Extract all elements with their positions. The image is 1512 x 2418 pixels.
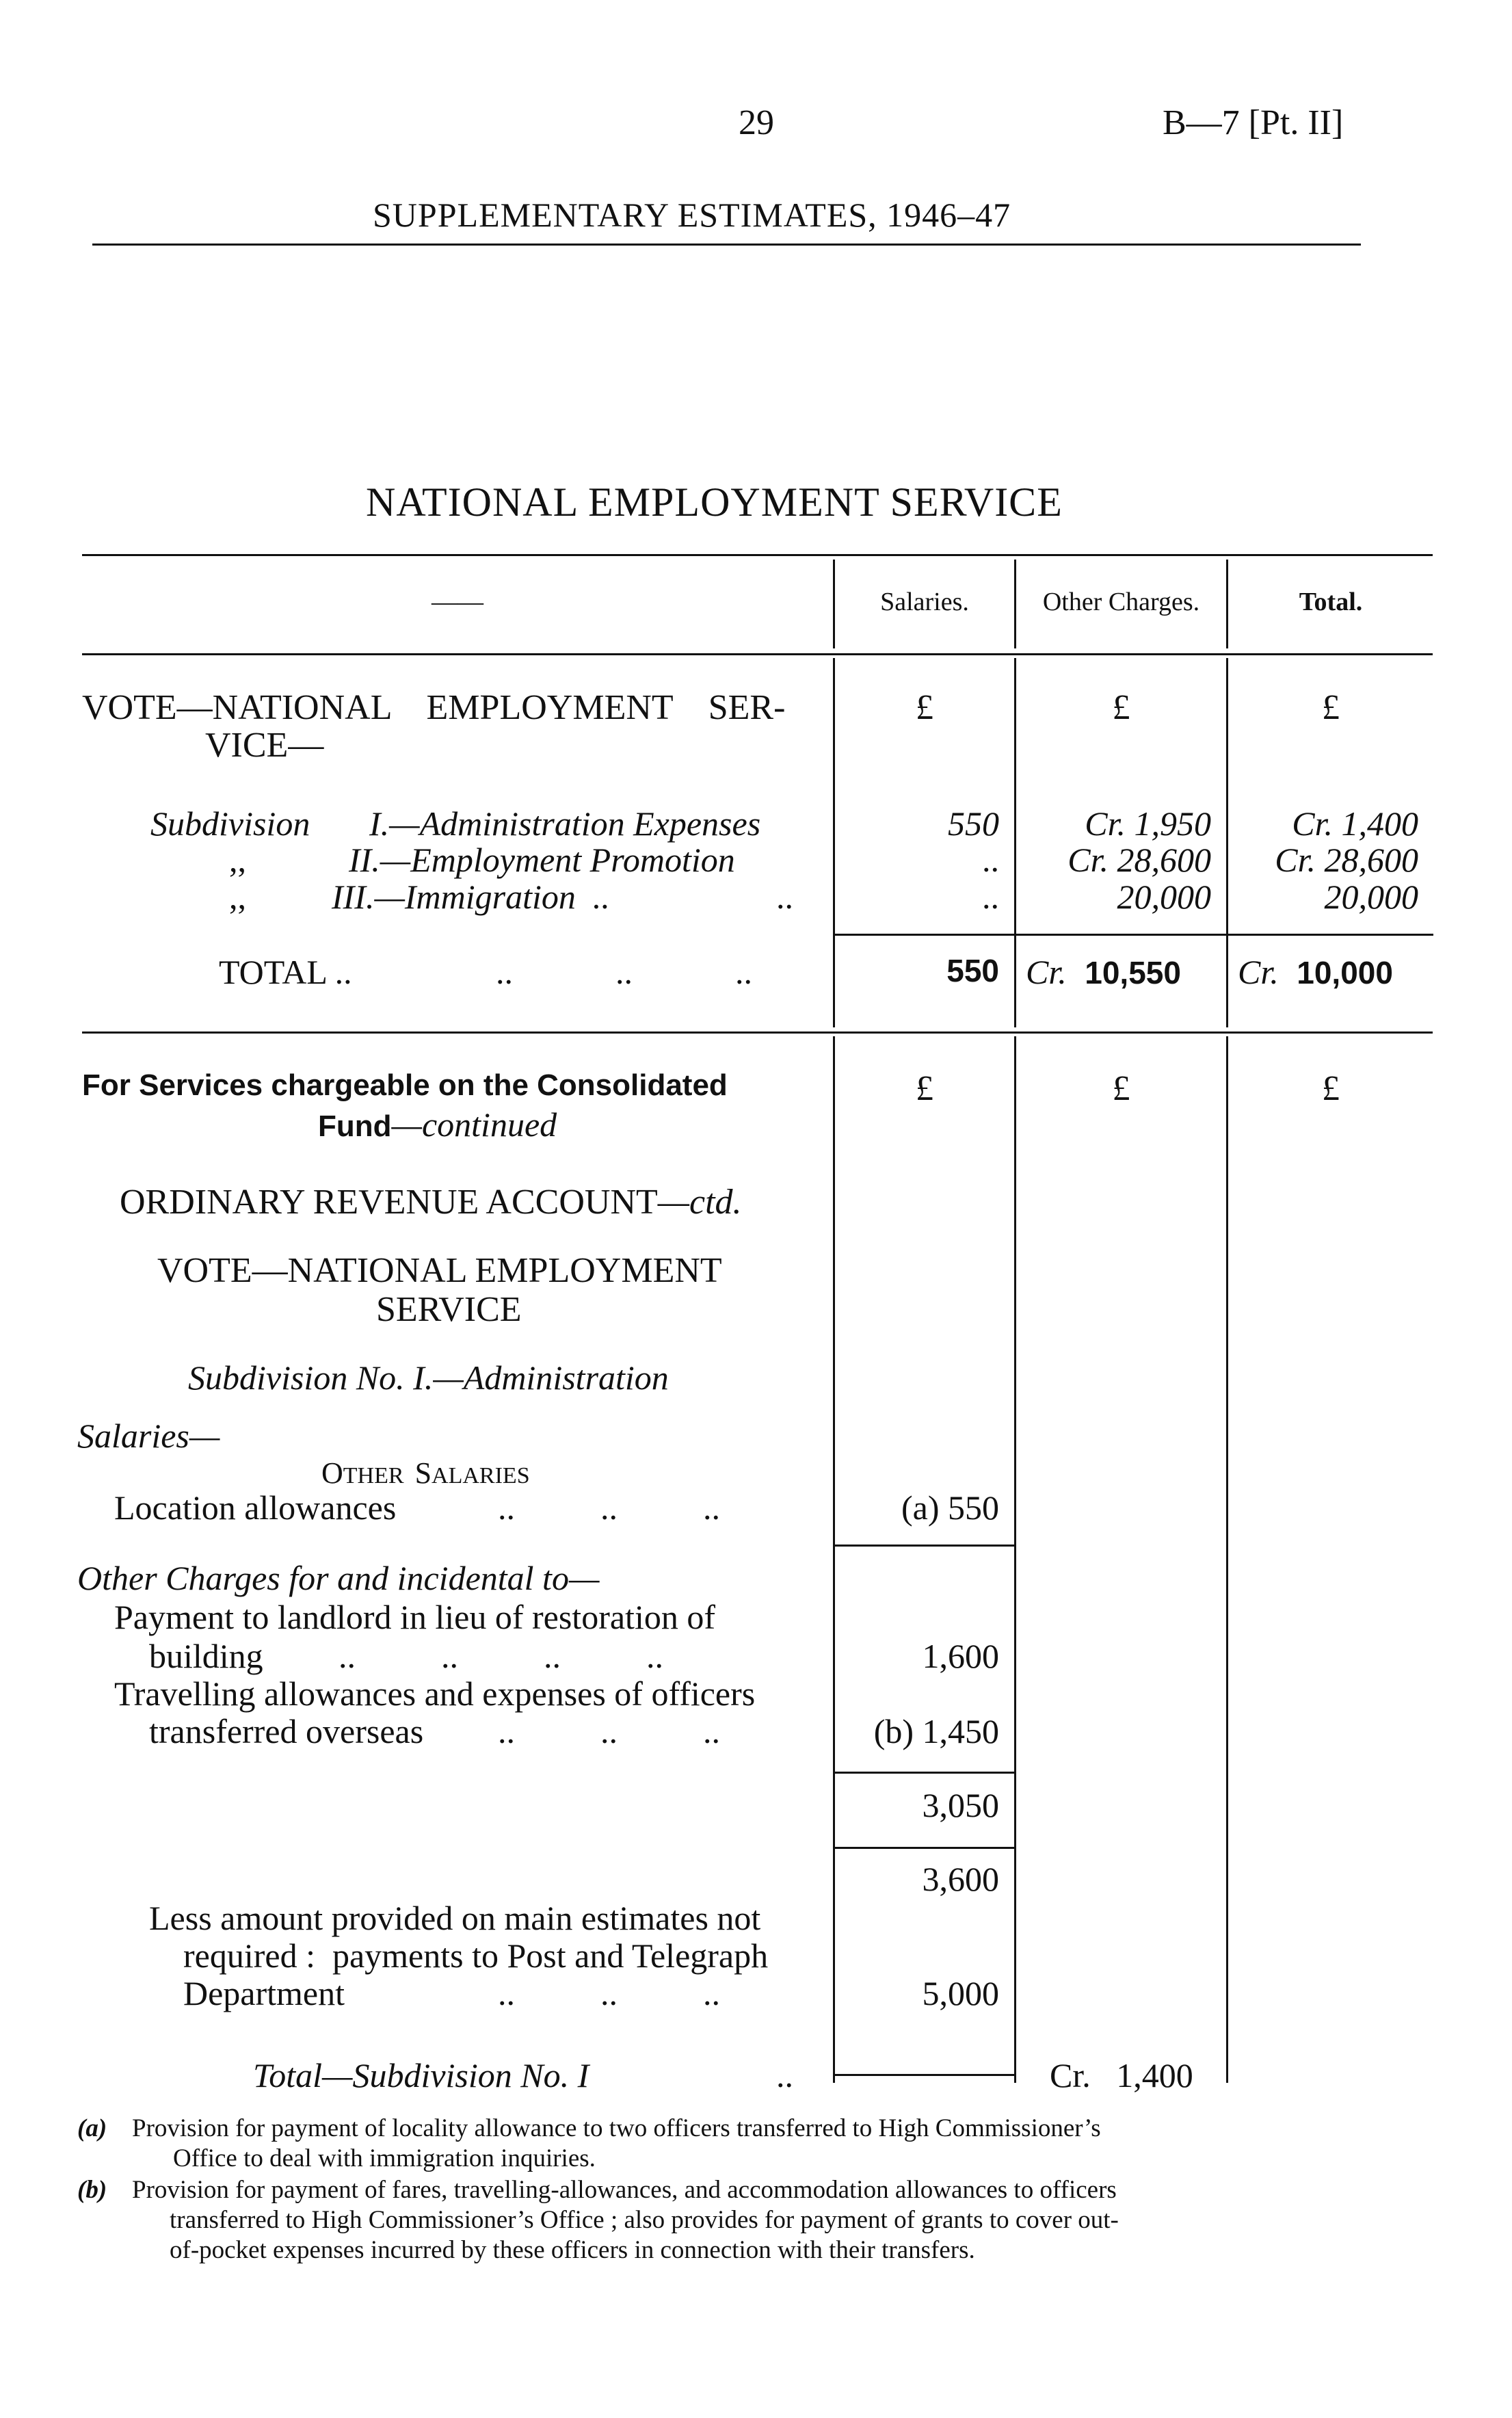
subtotal-value: 3,050 bbox=[922, 1786, 999, 1824]
column-header-salaries: Salaries. bbox=[880, 588, 969, 616]
section-title: NATIONAL EMPLOYMENT SERVICE bbox=[366, 479, 1063, 525]
detail-vote-heading: VOTE—NATIONAL EMPLOYMENT bbox=[157, 1251, 722, 1290]
leader-dots: .. .. .. bbox=[498, 1974, 720, 2012]
currency-symbol: £ bbox=[1322, 688, 1340, 727]
leader-dots: .. bbox=[776, 878, 793, 916]
column-header-description: —— bbox=[432, 588, 483, 616]
subdivision-heading: Subdivision No. I.—Administration bbox=[188, 1358, 669, 1397]
detail-heading-continued: —continued bbox=[391, 1105, 557, 1144]
subdivision-label: II.—Employment Promotion bbox=[349, 841, 735, 879]
ditto-mark: ,, bbox=[229, 841, 246, 879]
detail-vote-heading-continued: SERVICE bbox=[376, 1290, 522, 1329]
total-label: TOTAL .. bbox=[219, 953, 352, 991]
landlord-payment-value: 1,600 bbox=[922, 1637, 999, 1675]
total-value: 20,000 bbox=[1324, 878, 1418, 916]
column-divider bbox=[833, 1036, 835, 2083]
credit-prefix: Cr. bbox=[1238, 953, 1279, 991]
salaries-value: 550 bbox=[948, 804, 999, 843]
less-amount-label-continued: Department bbox=[183, 1974, 345, 2012]
column-divider bbox=[1226, 1036, 1228, 2083]
ditto-mark: ,, bbox=[229, 878, 246, 916]
less-amount-label-continued: required : payments to Post and Telegraph bbox=[183, 1936, 769, 1975]
total-salaries: 550 bbox=[946, 953, 999, 988]
currency-symbol: £ bbox=[1112, 688, 1130, 727]
total-rule bbox=[835, 2074, 1014, 2076]
subtotal-rule bbox=[835, 1545, 1014, 1547]
leader-dots: .. .. .. bbox=[498, 1712, 720, 1750]
header-rule bbox=[92, 244, 1361, 246]
footnote-a: (a) Provision for payment of locality allowance to two officers transferred to High Commissioner’s Office to deal with immigration inquiries. bbox=[77, 2114, 1101, 2172]
travelling-allowances-value: (b) 1,450 bbox=[873, 1712, 999, 1750]
column-divider bbox=[1014, 1036, 1016, 2083]
footnote-b: (b) Provision for payment of fares, travelling-allowances, and accommodation allowances to officers transferred to High Commissioner’s Office ; also provides for payment of grants to cover out- of-pocket expenses incurred by these officers in connection with their transfers. bbox=[77, 2176, 1119, 2264]
currency-symbol: £ bbox=[916, 688, 933, 727]
salaries-value: .. bbox=[982, 878, 999, 916]
vote-heading-continued: VICE— bbox=[205, 726, 324, 765]
detail-heading-fund: Fund bbox=[318, 1109, 392, 1143]
subtotal-value: 3,600 bbox=[922, 1860, 999, 1898]
other-charges-value: Cr. 1,950 bbox=[1085, 804, 1211, 843]
landlord-payment-label: Payment to landlord in lieu of restoration of bbox=[114, 1598, 715, 1636]
location-allowances-label: Location allowances bbox=[114, 1488, 397, 1527]
ordinary-revenue-suffix: —ctd. bbox=[657, 1183, 742, 1222]
column-header-other-charges: Other Charges. bbox=[1042, 588, 1200, 616]
leader-dots: .. .. .. bbox=[496, 953, 752, 991]
other-charges-heading: Other Charges for and incidental to— bbox=[77, 1559, 600, 1597]
total-total: 10,000 bbox=[1297, 955, 1393, 990]
travelling-allowances-label-continued: transferred overseas bbox=[149, 1712, 424, 1750]
landlord-payment-label-continued: building bbox=[149, 1637, 263, 1675]
location-allowances-value: (a) 550 bbox=[901, 1488, 999, 1527]
currency-symbol: £ bbox=[1322, 1069, 1340, 1108]
running-title: SUPPLEMENTARY ESTIMATES, 1946–47 bbox=[373, 196, 1011, 234]
travelling-allowances-label: Travelling allowances and expenses of officers bbox=[114, 1674, 756, 1713]
less-amount-label: Less amount provided on main estimates not bbox=[149, 1899, 761, 1937]
subdivision-total-value: Cr. 1,400 bbox=[1050, 2056, 1193, 2094]
currency-symbol: £ bbox=[916, 1069, 933, 1108]
leader-dots: .. bbox=[776, 2056, 793, 2094]
subdivision-label: III.—Immigration .. bbox=[332, 878, 610, 916]
subdivision-label: I.—Administration Expenses bbox=[369, 804, 761, 843]
ordinary-revenue-account: ORDINARY REVENUE ACCOUNT bbox=[120, 1183, 658, 1222]
salaries-heading: Salaries— bbox=[77, 1417, 220, 1455]
less-amount-value: 5,000 bbox=[922, 1974, 999, 2012]
subdivision-prefix: Subdivision bbox=[150, 804, 310, 843]
column-header-total: Total. bbox=[1299, 588, 1363, 616]
total-value: Cr. 1,400 bbox=[1292, 804, 1418, 843]
subtotal-rule bbox=[835, 1847, 1014, 1849]
detail-heading: For Services chargeable on the Consolidated bbox=[82, 1068, 728, 1102]
subtotal-rule bbox=[835, 1772, 1014, 1774]
leader-dots: .. .. .. .. bbox=[339, 1637, 663, 1675]
leader-dots: .. .. .. bbox=[498, 1488, 720, 1527]
salaries-value: .. bbox=[982, 841, 999, 879]
total-other-charges: 10,550 bbox=[1085, 955, 1181, 990]
total-value: Cr. 28,600 bbox=[1275, 841, 1418, 879]
table-top-rule bbox=[82, 554, 1433, 556]
section-divider-rule bbox=[82, 1031, 1433, 1034]
page-number: 29 bbox=[739, 103, 774, 142]
subdivision-total-label: Total—Subdivision No. I bbox=[253, 2056, 589, 2094]
total-rule bbox=[835, 934, 1433, 936]
credit-prefix: Cr. bbox=[1026, 953, 1067, 991]
document-reference: B—7 [Pt. II] bbox=[1163, 103, 1344, 142]
vote-heading: VOTE—NATIONAL EMPLOYMENT SER- bbox=[82, 688, 786, 727]
other-charges-value: 20,000 bbox=[1117, 878, 1211, 916]
currency-symbol: £ bbox=[1112, 1069, 1130, 1108]
other-salaries-heading: OTHER SALARIES bbox=[321, 1456, 530, 1490]
table-header-rule bbox=[82, 653, 1433, 655]
other-charges-value: Cr. 28,600 bbox=[1067, 841, 1211, 879]
